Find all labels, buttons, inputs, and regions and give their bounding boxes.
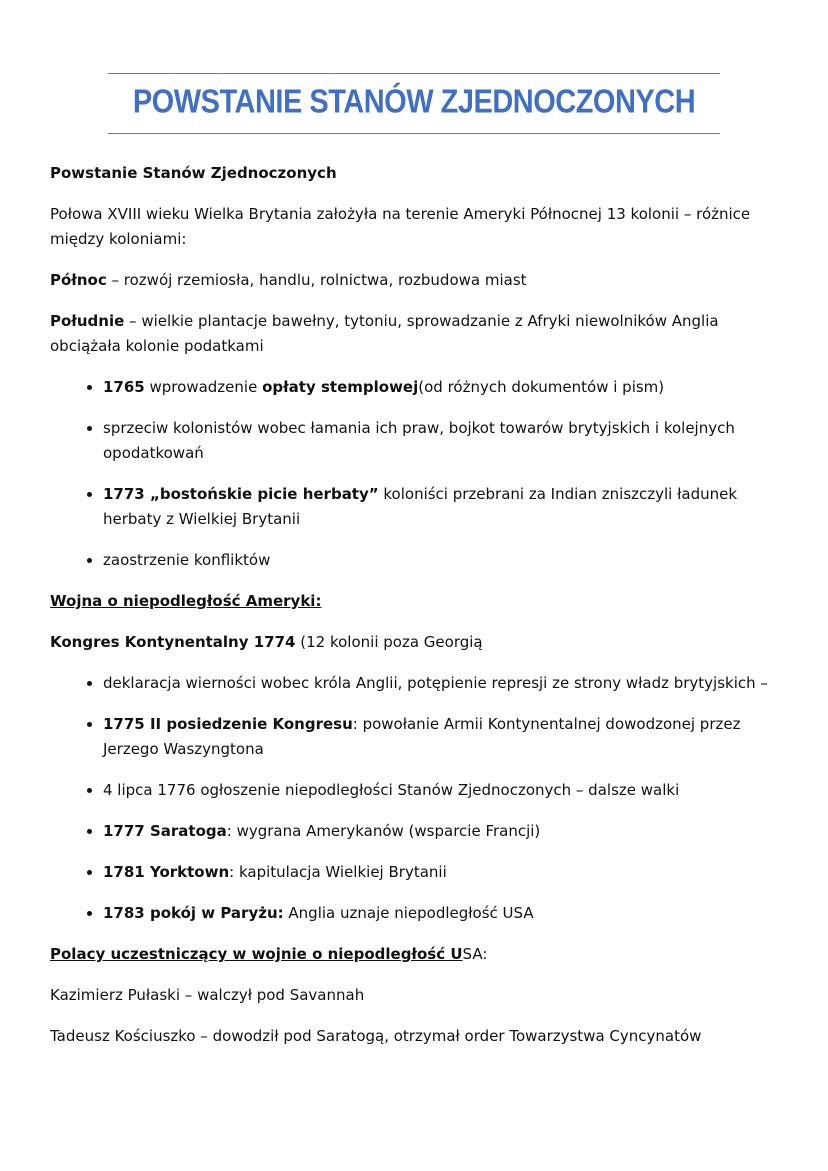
section-heading: Powstanie Stanów Zjednoczonych	[50, 164, 337, 182]
bullet-list	[50, 375, 785, 573]
south-paragraph: Południe – wielkie plantacje bawełny, tytoniu, sprowadzanie z Afryki niewolników Anglia obciążała kolonie podatkami	[50, 312, 719, 355]
document-body	[50, 161, 785, 1065]
list-item: • zaostrzenie konfliktów	[103, 548, 785, 573]
list-item: • 1775 II posiedzenie Kongresu: powołanie Armii Kontynentalnej dowodzonej przez Jerzego Waszyngtona	[103, 712, 785, 762]
pulaski-paragraph: Kazimierz Pułaski – walczył pod Savannah	[50, 986, 365, 1004]
intro-paragraph: Połowa XVIII wieku Wielka Brytania założyła na terenie Ameryki Północnej 13 kolonii – różnice między koloniami:	[50, 205, 751, 248]
list-item: • deklaracja wierności wobec króla Anglii, potępienie represji ze strony władz brytyjskich –	[103, 671, 785, 696]
congress-paragraph: Kongres Kontynentalny 1774 (12 kolonii poza Georgią	[50, 633, 483, 651]
section-heading: Polacy uczestniczący w wojnie o niepodległość USA:	[50, 945, 488, 963]
list-item: • 1765 wprowadzenie opłaty stemplowej(od różnych dokumentów i pism)	[103, 375, 785, 400]
title-rule-bottom	[108, 133, 720, 134]
list-item: • 1777 Saratoga: wygrana Amerykanów (wsparcie Francji)	[103, 819, 785, 844]
list-item: • 1781 Yorktown: kapitulacja Wielkiej Brytanii	[103, 860, 785, 885]
list-item: • sprzeciw kolonistów wobec łamania ich praw, bojkot towarów brytyjskich i kolejnych opodatkowań	[103, 416, 785, 466]
north-paragraph: Północ – rozwój rzemiosła, handlu, rolnictwa, rozbudowa miast	[50, 271, 527, 289]
section-heading: Wojna o niepodległość Ameryki:	[50, 592, 322, 610]
list-item: • 1783 pokój w Paryżu: Anglia uznaje niepodległość USA	[103, 901, 785, 926]
title-rule-top	[108, 73, 720, 74]
page-title: POWSTANIE STANÓW ZJEDNOCZONYCH	[132, 83, 696, 121]
bullet-list	[50, 671, 785, 926]
kosciuszko-paragraph: Tadeusz Kościuszko – dowodził pod Saratogą, otrzymał order Towarzystwa Cyncynatów	[50, 1027, 702, 1045]
list-item: • 1773 „bostońskie picie herbaty” koloniści przebrani za Indian zniszczyli ładunek herbaty z Wielkiej Brytanii	[103, 482, 785, 532]
list-item: • 4 lipca 1776 ogłoszenie niepodległości Stanów Zjednoczonych – dalsze walki	[103, 778, 785, 803]
